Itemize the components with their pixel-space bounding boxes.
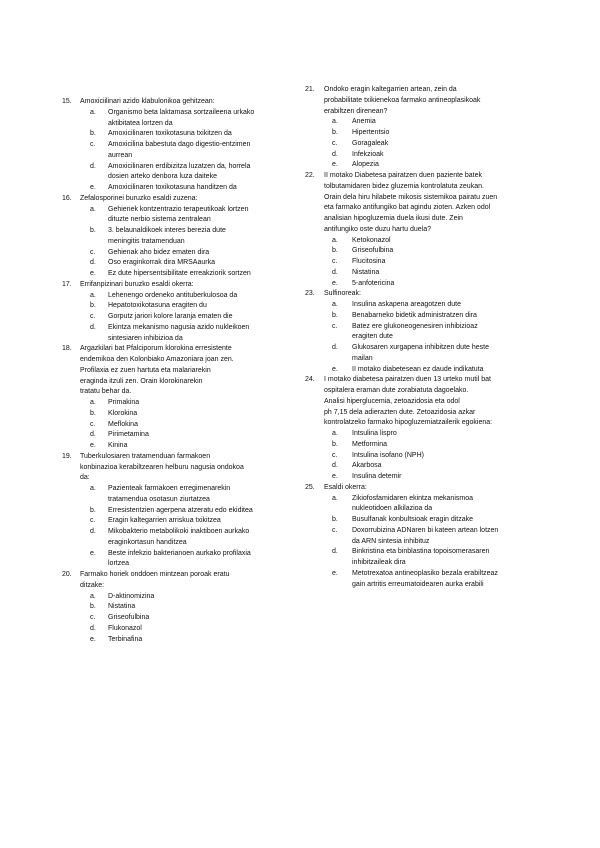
option-letter: c. [90,614,96,621]
option-text-line: Ketokonazol [352,236,391,244]
option-letter: d. [90,528,96,535]
option-letter: c. [90,313,96,320]
option-text-line: Lehenengo ordeneko antituberkulosoa da [108,291,238,299]
option-letter: b. [332,440,338,448]
option-text-line: 5-anfotericina [352,279,395,287]
question-stem-line: analisian hipogluzemia duela ikusi dute. Zein [324,215,463,222]
question-stem-line: Amoxiciilinari azido klabulonikoa gehitzean: [80,98,215,105]
option-letter: b. [90,409,96,417]
option-text-line: Akarbosa [352,462,382,470]
option-text-line: Klorokina [108,409,138,417]
option-text-line: Binkristina eta binblastina topoisomerasaren [352,548,490,556]
question-stem-line: Esaldi okerra: [324,483,367,491]
option-text-line: Mikobakterio metabolikoki inaktiboen aurkako [108,528,250,535]
option-text-line: Meflokina [108,420,138,428]
option-text-line: Amoxicilinaren toxikotasuna handitzen da [108,184,237,191]
question-stem-line: Sulfinoreak: [324,290,361,298]
option-text-line: Organismo beta laktamasa sortzaileena urkako [108,108,255,116]
option-text-line: tratamendua osotasun ziurtatzea [108,495,210,503]
question-number: 17. [62,280,72,288]
question-stem-line: antifungiko oste duzu hartu duela? [324,225,432,233]
option-letter: a. [90,592,96,600]
question-stem-line: II motako Diabetesa pairatzen duen paziente batek [324,172,482,179]
option-letter: e. [332,279,338,287]
option-text-line: Amoxicilinaren toxikotasuna txikitzen da [108,130,232,138]
option-text-line: dosien arteko denbora luza daiteke [108,173,217,181]
option-text-line: Gorputz jariori kolore laranja ematen die [108,313,233,320]
option-text-line: aurrean [108,151,133,159]
option-letter: a. [332,430,338,437]
option-letter: d. [332,548,338,556]
option-text-line: Flucitosina [352,258,386,265]
option-letter: e. [332,473,338,480]
option-letter: b. [90,130,96,138]
option-letter: a. [90,485,96,492]
option-text-line: mailan [352,354,373,362]
question-stem-line: Profilaxia ez zuen hartuta eta malariarekin [80,366,211,374]
question-stem-line: Errifanpizinari buruzko esaldi okerra: [80,280,194,288]
option-letter: b. [90,506,96,514]
question-stem-line: endemikoa den Kolonbiako Amazoniara joan zen. [80,356,234,363]
option-letter: a. [332,494,338,502]
option-letter: e. [90,270,96,277]
option-text-line: da ARN sintesia inhibituz [352,537,430,545]
option-text-line: Intsulina lispro [352,430,397,437]
option-text-line: Busulfanak konbultsioak eragin ditzake [352,516,474,523]
question-stem-line: tratatu behar da. [80,388,132,396]
option-letter: e. [332,161,338,169]
option-text-line: Eragin kaltegarrien arriskua txikitzea [108,517,221,525]
option-text-line: Metformina [352,440,388,448]
option-text-line: Nistatina [108,603,136,611]
option-letter: c. [90,420,96,428]
option-letter: d. [90,162,96,170]
question-stem-line: tolbutamidaren bidez gluzemia kontrolatuta zeukan. [324,182,484,190]
option-text-line: inhibitzaileak dira [352,559,406,566]
option-text-line: Zikiofosfamidaren ekintza mekanismoa [352,494,473,502]
option-letter: b. [332,129,338,136]
question-stem-line: ditzake: [80,581,105,589]
option-text-line: Insulina detemir [352,473,402,480]
option-text-line: 3. belaunaldikoek interes berezia dute [108,227,226,234]
option-text-line: Kinina [108,442,128,449]
option-letter: a. [90,399,96,406]
option-letter: e. [90,442,96,449]
option-letter: b. [90,227,96,234]
option-letter: c. [90,141,96,148]
question-stem-line: ospitalera eraman dute zorabiatuta dagoelako. [324,387,469,394]
option-text-line: eragiten dute [352,333,393,341]
option-text-line: sintesiaren inhibizioa da [108,334,183,342]
option-text-line: Flukonazol [108,624,142,632]
option-text-line: Intsulina isofano (NPH) [352,451,424,459]
option-letter: a. [90,291,96,299]
question-stem-line: Analisi hiperglucemia, zetoazidosia eta odol [324,397,460,405]
option-text-line: Gehienak aho bidez ematen dira [108,248,210,256]
option-text-line: Pazienteak farmakoen erregimenarekin [108,485,231,492]
option-text-line: Amoxicilinaren erdibizitza luzatzen da, horrela [108,162,251,170]
question-stem-line: erabiltzen direnean? [324,107,388,115]
option-text-line: eraginkortasun handitzea [108,538,187,546]
question-number: 19. [62,452,72,460]
option-text-line: gain artritis erreumatoidearen aurka erabili [352,580,484,588]
question-number: 15. [62,98,72,105]
option-letter: c. [332,258,338,265]
option-text-line: Griseofulbina [108,614,150,621]
option-letter: b. [332,516,338,523]
option-letter: d. [332,268,338,276]
option-text-line: Insulina askapena areagotzen dute [352,301,461,308]
option-letter: a. [90,205,96,213]
option-letter: c. [332,451,338,459]
option-text-line: dituzte nerbio sistema zentralean [108,216,211,224]
question-number: 25. [305,483,315,491]
option-text-line: Nistatina [352,268,380,276]
option-text-line: nukleotidoen alkilazioa da [352,505,433,513]
question-stem-line: konbinazioa kerabiltzearen helburu nagusia ondokoa [80,463,244,471]
option-letter: c. [332,322,338,330]
option-text-line: Pirimetamina [108,431,149,439]
question-stem-line: I motako diabetesa pairatzen duen 13 urteko mutil bat [324,376,491,384]
option-text-line: Doxorrubizina ADNaren bi kateen artean lotzen [352,526,499,534]
option-text-line: Gehienek kontzentrazio terapeutikoak lortzen [108,205,249,213]
option-text-line: Ekintza mekanismo nagusia azido nukleikoen [108,323,250,331]
option-letter: e. [90,184,96,191]
option-text-line: Metotrexatoa antineoplasiko bezala erabiltzeaz [352,569,498,577]
question-stem-line: Argazkilari bat Pfalciporum klorokina erresistente [80,345,232,353]
option-text-line: Infekzioak [352,150,384,158]
question-stem-line: eraginda itzuli zen. Orain klorokinarekin [80,377,203,385]
option-letter: c. [332,526,338,534]
option-text-line: Erresistentzien agerpena atzeratu edo ekiditea [108,506,253,514]
option-text-line: Glukosaren xurgapena inhibitzen dute heste [352,344,489,351]
option-letter: d. [90,431,96,439]
option-letter: b. [332,247,338,255]
question-stem-line: probabilitate txikienekoa farmako antineoplasikoak [324,96,481,104]
option-letter: e. [332,365,338,373]
option-letter: c. [90,248,96,256]
option-text-line: Primakina [108,399,140,406]
option-letter: a. [332,118,338,126]
option-text-line: aktibitatea lortzen da [108,119,173,127]
question-stem-line: Tuberkulosiaren tratamenduan farmakoen [80,452,211,460]
option-text-line: Benabarneko bidetik administratzen dira [352,311,477,319]
question-stem-line: eta farmako antifungiko bat agindu zioten. Azken odol [324,204,491,212]
question-number: 23. [305,290,315,298]
option-letter: d. [90,323,96,331]
question-number: 16. [62,194,72,202]
option-letter: d. [332,462,338,470]
option-text-line: II motako diabetesean ez daude indikatuta [352,365,484,373]
option-letter: d. [332,150,338,158]
option-text-line: Goragaleak [352,139,389,147]
question-stem-line: Ondoko eragin kaltegarrien artean, zein da [324,86,457,93]
option-text-line: Anemia [352,118,376,126]
option-letter: e. [90,635,96,643]
option-letter: a. [332,301,338,308]
question-stem-line: ph 7,15 dela adierazten dute. Zetoazidosia azkar [324,408,476,416]
option-letter: d. [90,259,96,267]
option-text-line: D-aktinomizina [108,592,155,600]
option-text-line: Hipertentsio [352,129,390,136]
option-letter: b. [90,302,96,310]
option-text-line: Alopezia [352,161,379,169]
option-letter: b. [332,311,338,319]
question-stem-line: Orain dela hiru hilabete mikosis sistemikoa pairatu zuen [324,193,498,201]
question-number: 22. [305,172,315,179]
question-number: 21. [305,86,315,93]
option-text-line: Griseofulbina [352,247,394,255]
option-letter: e. [90,549,96,557]
option-text-line: Beste infekzio bakterianoen aurkako profilaxia [108,549,251,557]
option-text-line: lortzea [108,560,130,568]
option-letter: b. [90,603,96,611]
question-stem-line: kontrolatzeko farmako hipogluzemiatzailerik egokiena: [324,419,493,427]
option-text-line: Ez dute hipersentsibilitate erreakziorik sortzen [108,270,251,277]
option-letter: c. [332,139,338,147]
option-text-line: meningitis tratamenduan [108,237,185,245]
question-number: 18. [62,345,72,353]
option-text-line: Hepatotoxikotasuna eragiten du [108,302,207,310]
option-letter: a. [332,236,338,244]
option-letter: d. [332,344,338,351]
option-letter: c. [90,517,96,525]
option-text-line: Oso eraginkorrak dira MRSAaurka [108,259,215,267]
option-letter: e. [332,569,338,577]
question-number: 20. [62,571,72,578]
option-text-line: Batez ere glukoneogenesiren inhibizioaz [352,322,478,330]
option-text-line: Amoxicilina babestuta dago digestio-entzimen [108,141,251,148]
question-stem-line: da: [80,474,90,482]
question-stem-line: Farmako horiek onddoen mintzean poroak eratu [80,571,230,578]
option-letter: d. [90,624,96,632]
option-text-line: Terbinafina [108,635,143,643]
question-number: 24. [305,376,315,384]
question-stem-line: Zefalosporinei buruzko esaldi zuzena: [80,194,198,202]
option-letter: a. [90,108,96,116]
